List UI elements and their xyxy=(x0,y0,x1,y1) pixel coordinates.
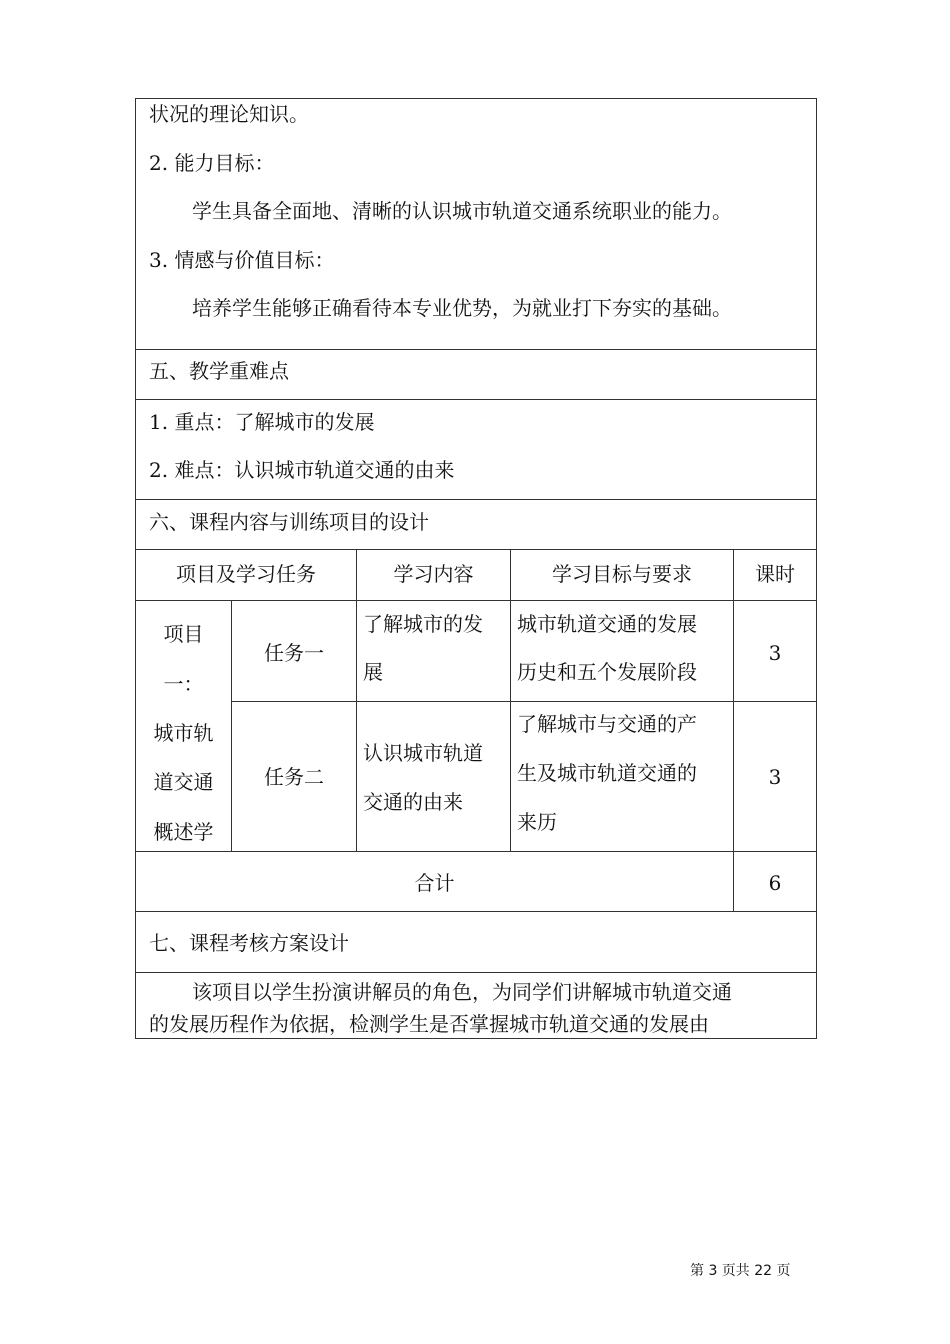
header-hours: 课时 xyxy=(755,562,795,586)
table-cell xyxy=(356,701,511,852)
hours-value: 3 xyxy=(768,641,782,665)
ability-objective-text: 学生具备全面地、清晰的认识城市轨道交通系统职业的能力。 xyxy=(192,199,732,223)
content-line: 了解城市的发 xyxy=(363,612,483,636)
objective-continuation: 状况的理论知识。 xyxy=(149,102,309,126)
section-six-title: 六、课程内容与训练项目的设计 xyxy=(149,510,429,534)
goal-line: 来历 xyxy=(517,810,557,834)
goal-line: 历史和五个发展阶段 xyxy=(517,660,697,684)
goal-line: 生及城市轨道交通的 xyxy=(517,761,697,785)
content-line: 交通的由来 xyxy=(363,790,463,814)
header-goal: 学习目标与要求 xyxy=(552,562,692,586)
hours-value: 3 xyxy=(768,765,782,789)
content-line: 认识城市轨道 xyxy=(363,741,483,765)
header-project-task: 项目及学习任务 xyxy=(176,562,316,586)
emotion-objective-heading: 3. 情感与价值目标： xyxy=(149,248,335,272)
section-five-title: 五、教学重难点 xyxy=(149,359,289,383)
task-name: 任务二 xyxy=(264,765,324,789)
section-seven-body-line: 的发展历程作为依据，检测学生是否掌握城市轨道交通的发展由 xyxy=(149,1012,709,1036)
goal-line: 城市轨道交通的发展 xyxy=(517,612,697,636)
ability-objective-heading: 2. 能力目标： xyxy=(149,151,275,175)
section-seven-body-line: 该项目以学生扮演讲解员的角色，为同学们讲解城市轨道交通 xyxy=(192,980,732,1004)
emotion-objective-text: 培养学生能够正确看待本专业优势，为就业打下夯实的基础。 xyxy=(192,296,732,320)
total-label: 合计 xyxy=(414,871,455,895)
difficult-point: 2. 难点：认识城市轨道交通的由来 xyxy=(149,458,455,482)
section-seven-title: 七、课程考核方案设计 xyxy=(149,931,349,955)
goal-line: 了解城市与交通的产 xyxy=(517,712,697,736)
task-name: 任务一 xyxy=(264,641,324,665)
key-point: 1. 重点：了解城市的发展 xyxy=(149,410,375,434)
project-name-line: 城市轨 xyxy=(153,721,214,745)
project-name-line: 概述学 xyxy=(153,820,214,844)
page-number: 第 3 页共 22 页 xyxy=(690,1263,791,1279)
project-name-line: 道交通 xyxy=(153,770,214,794)
header-content: 学习内容 xyxy=(393,562,474,586)
project-name-line: 项目 xyxy=(163,622,204,646)
content-line: 展 xyxy=(363,660,383,684)
project-name-line: 一： xyxy=(163,672,204,696)
total-hours: 6 xyxy=(768,871,782,895)
